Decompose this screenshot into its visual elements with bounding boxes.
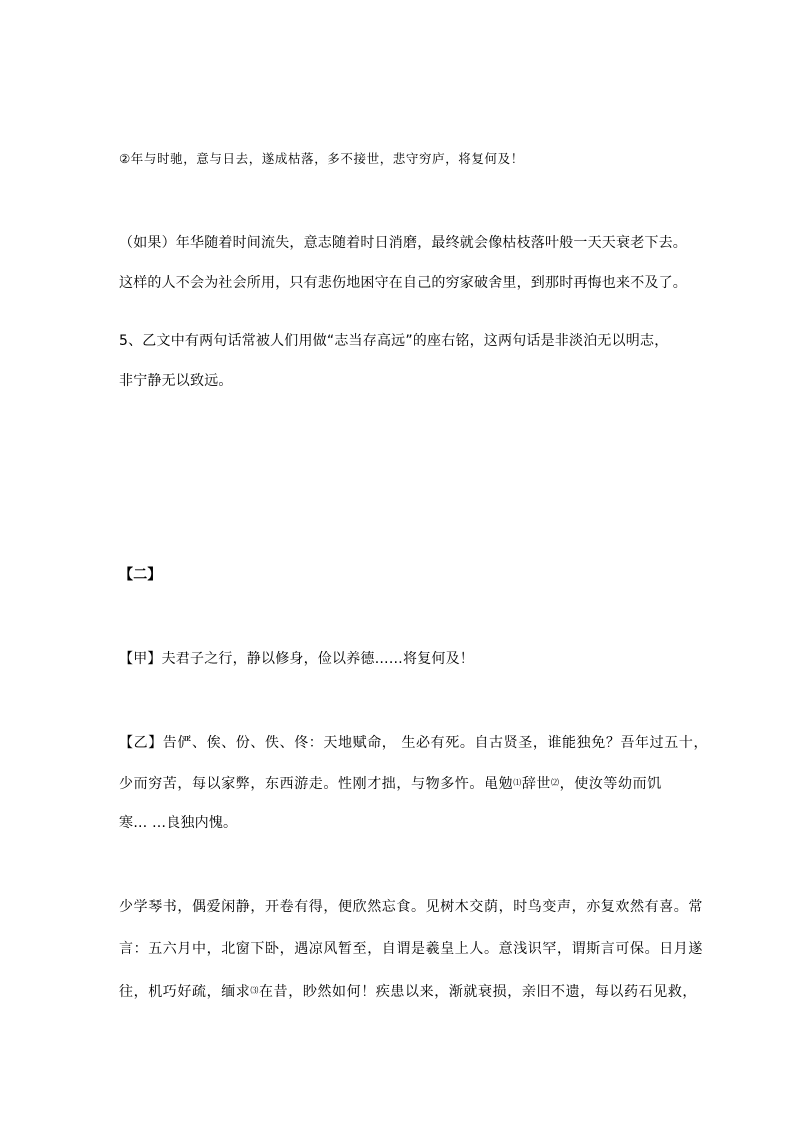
- text-line-3: 这样的人不会为社会所用，只有悲伤地困守在自己的穷家破舍里，到那时再悔也来不及了。: [119, 275, 687, 291]
- text-line-1: ②年与时驰，意与日去，遂成枯落，多不接世，悲守穷庐，将复何及！: [119, 151, 524, 166]
- footnote-marker-1: ⑴: [513, 778, 522, 787]
- question-5-line: 5、乙文中有两句话常被人们用做“志当存高远”的座右铭，这两句话是非淡泊无以明志，: [119, 333, 669, 349]
- passage-yi-line-2-text-c: ，使汝等幼而饥: [559, 776, 662, 792]
- question-5-answer-line: 非宁静无以致远。: [119, 373, 233, 389]
- passage-jia-line: 【甲】夫君子之行，静以修身，俭以养德……将复何及！: [119, 651, 474, 667]
- footnote-marker-3: ⑶: [250, 986, 260, 995]
- section-heading: 【二】: [119, 567, 162, 583]
- passage-yi-line-2-text-a: 少而穷苦，每以家弊，东西游走。性刚才拙，与物多忤。黾勉: [119, 776, 514, 792]
- text-line-2: （如果）年华随着时间流失，意志随着时日消磨，最终就会像枯枝落叶般一天天衰老下去。: [119, 235, 687, 251]
- passage-yi-line-2-text-b: 辞世: [521, 776, 552, 792]
- passage-yi-line-6: [119, 982, 697, 1001]
- passage-yi-line-4: 少学琴书，偶爱闲静，开卷有得，便欣然忘食。见树木交荫，时鸟变声，亦复欢然有喜。常: [119, 899, 703, 915]
- passage-yi-line-3: 寒… …良独内愧。: [119, 815, 238, 831]
- passage-yi-line-6-text-a: 往，机巧好疏，缅求: [119, 984, 251, 1000]
- passage-yi-line-2: [119, 774, 662, 793]
- footnote-marker-2: ⑵: [551, 778, 560, 787]
- passage-yi-line-5: 言：五六月中，北窗下卧，遇凉风暂至，自谓是羲皇上人。意浅识罕，谓斯言可保。日月遂: [119, 941, 703, 957]
- passage-yi-line-1: 【乙】告俨、俟、份、佚、佟：天地赋命， 生必有死。自古贤圣，谁能独免？吾年过五十，: [119, 735, 709, 751]
- passage-yi-line-6-text-b: 在昔，眇然如何！疾患以来，渐就衰损，亲旧不遗，每以药石见救，: [259, 984, 698, 1000]
